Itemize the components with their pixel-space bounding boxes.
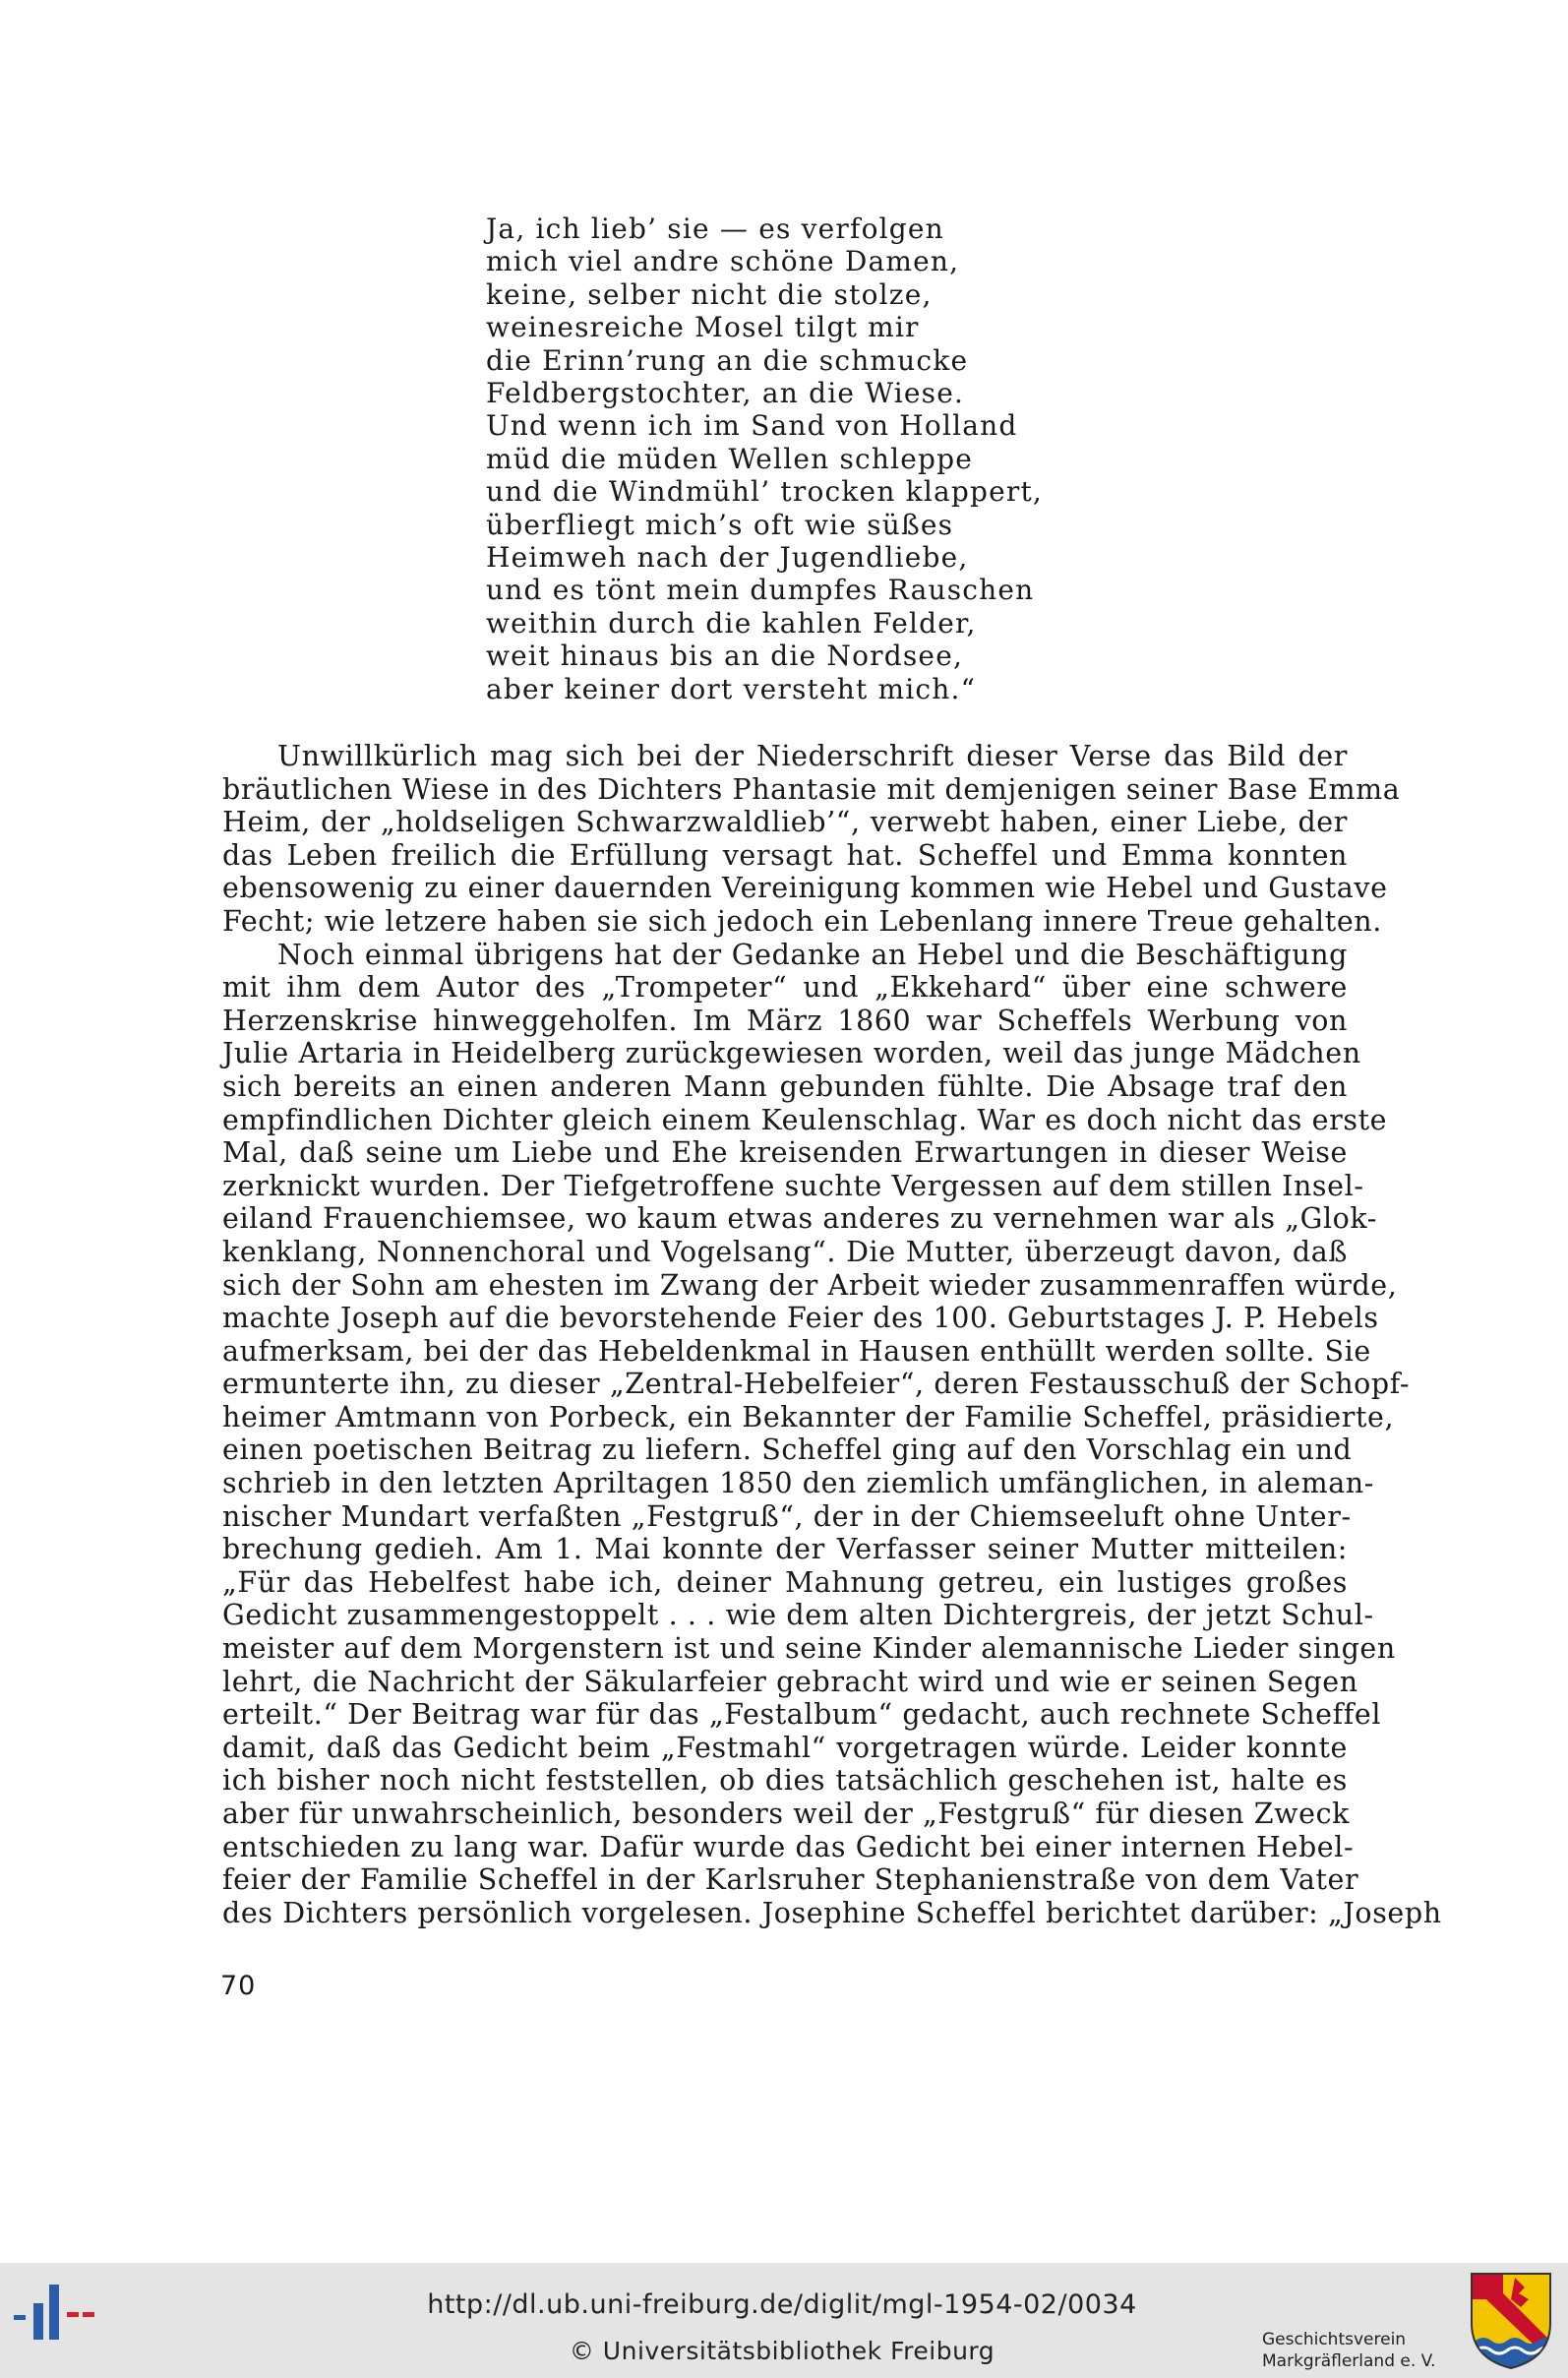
poem-line: keine, selber nicht die stolze,	[486, 277, 933, 311]
text-line: Herzenskrise hinweggeholfen. Im März 1860 war Scheffels Werbung von	[222, 1004, 1348, 1037]
text-line: ich bisher noch nicht feststellen, ob dies tatsächlich geschehen ist, halte es	[222, 1764, 1348, 1798]
text-line: aber für unwahrscheinlich, besonders weil der „Festgruß“ für diesen Zweck	[222, 1798, 1351, 1830]
poem-line: Heimweh nach der Jugendliebe,	[486, 541, 969, 575]
text-line: empfindlichen Dichter gleich einem Keulenschlag. War es doch nicht das erste	[222, 1103, 1388, 1136]
document-url-link[interactable]: http://dl.ub.uni-freiburg.de/diglit/mgl-1954-02/0034	[427, 2289, 1137, 2320]
text-line: Noch einmal übrigens hat der Gedanke an Hebel und die Beschäftigung	[277, 938, 1348, 971]
text-line: Fecht; wie letzere haben sie sich jedoch ein Lebenlang innere Treue gehalten.	[222, 904, 1382, 938]
body-text	[222, 740, 1442, 1929]
university-library-logo-icon	[14, 2283, 102, 2351]
text-line: ebensowenig zu einer dauernden Vereinigung kommen wie Hebel und Gustave	[222, 872, 1388, 905]
text-line: nischer Mundart verfaßten „Festgruß“, der in der Chiemseeluft ohne Unter-	[222, 1499, 1352, 1533]
text-line: Heim, der „holdseligen Schwarzwaldlieb’“, verwebt haben, einer Liebe, der	[222, 806, 1348, 839]
text-line: meister auf dem Morgenstern ist und seine Kinder alemannische Lieder singen	[222, 1632, 1396, 1666]
copyright-text: © Universitätsbibliothek Freiburg	[569, 2337, 995, 2365]
text-line: eiland Frauenchiemsee, wo kaum etwas anderes zu vernehmen war als „Glok-	[222, 1202, 1378, 1236]
text-line: aufmerksam, bei der das Hebeldenkmal in Hausen enthüllt werden sollte. Sie	[222, 1334, 1371, 1368]
poem-line: aber keiner dort versteht mich.“	[486, 672, 977, 705]
text-line: Julie Artaria in Heidelberg zurückgewiesen worden, weil das junge Mädchen	[222, 1037, 1361, 1070]
coat-of-arms-icon	[1470, 2272, 1552, 2370]
text-line: sich bereits an einen anderen Mann gebunden fühlte. Die Absage traf den	[222, 1069, 1348, 1103]
text-line: bräutlichen Wiese in des Dichters Phantasie mit demjenigen seiner Base Emma	[222, 772, 1401, 806]
poem-line: und es tönt mein dumpfes Rauschen	[486, 574, 1035, 607]
text-line: „Für das Hebelfest habe ich, deiner Mahnung getreu, ein lustiges großes	[222, 1565, 1348, 1599]
poem-line: weithin durch die kahlen Felder,	[486, 606, 977, 640]
poem-line: Und wenn ich im Sand von Holland	[486, 409, 1018, 443]
text-line: damit, daß das Gedicht beim „Festmahl“ vorgetragen würde. Leider konnte	[222, 1731, 1348, 1764]
text-line: erteilt.“ Der Beitrag war für das „Festalbum“ gedacht, auch rechnete Scheffel	[222, 1698, 1382, 1732]
text-line: Mal, daß seine um Liebe und Ehe kreisenden Erwartungen in dieser Weise	[222, 1136, 1348, 1170]
poem-line: weinesreiche Mosel tilgt mir	[486, 311, 920, 344]
society-name-line2: Markgräflerland e. V.	[1262, 2351, 1436, 2371]
text-line: entschieden zu lang war. Dafür wurde das Gedicht bei einer internen Hebel-	[222, 1830, 1355, 1863]
poem	[486, 213, 1096, 705]
text-line: brechung gedieh. Am 1. Mai konnte der Verfasser seiner Mutter mitteilen:	[222, 1533, 1348, 1566]
text-line: heimer Amtmann von Porbeck, ein Bekannter der Familie Scheffel, präsidierte,	[222, 1400, 1395, 1433]
text-line: zerknickt wurden. Der Tiefgetroffene suchte Vergessen auf dem stillen Insel-	[222, 1169, 1364, 1202]
poem-line: mich viel andre schöne Damen,	[486, 245, 960, 278]
poem-line: die Erinn’rung an die schmucke	[486, 343, 969, 377]
text-line: feier der Familie Scheffel in der Karlsruher Stephanienstraße von dem Vater	[222, 1863, 1359, 1897]
text-line: kenklang, Nonnenchoral und Vogelsang“. Die Mutter, überzeugt davon, daß	[222, 1235, 1348, 1268]
poem-line: Feldbergstochter, an die Wiese.	[486, 377, 965, 410]
society-name	[1262, 2329, 1436, 2372]
poem-line: müd die müden Wellen schleppe	[486, 442, 974, 475]
text-line: machte Joseph auf die bevorstehende Feier des 100. Geburtstages J. P. Hebels	[222, 1302, 1379, 1335]
text-line: Unwillkürlich mag sich bei der Niederschrift dieser Verse das Bild der	[277, 740, 1348, 772]
text-line: ermunterte ihn, zu dieser „Zentral-Hebelfeier“, deren Festausschuß der Schopf-	[222, 1368, 1411, 1401]
text-line: das Leben freilich die Erfüllung versagt hat. Scheffel und Emma konnten	[222, 838, 1348, 872]
text-line: Gedicht zusammengestoppelt . . . wie dem alten Dichtergreis, der jetzt Schul-	[222, 1599, 1374, 1632]
text-line: lehrt, die Nachricht der Säkularfeier gebracht wird und wie er seinen Segen	[222, 1665, 1358, 1698]
paragraph-2	[222, 938, 1442, 1930]
poem-line: überfliegt mich’s oft wie süßes	[486, 508, 954, 541]
text-line: schrieb in den letzten Apriltagen 1850 den ziemlich umfänglichen, in aleman-	[222, 1467, 1374, 1500]
page-number: 70	[220, 1971, 257, 2001]
text-line: einen poetischen Beitrag zu liefern. Scheffel ging auf den Vorschlag ein und	[222, 1433, 1353, 1467]
poem-line: und die Windmühl’ trocken klappert,	[486, 475, 1044, 509]
poem-line: Ja, ich lieb’ sie — es verfolgen	[486, 213, 944, 245]
poem-line: weit hinaus bis an die Nordsee,	[486, 640, 964, 673]
society-name-line1: Geschichtsverein	[1262, 2330, 1407, 2349]
text-line: sich der Sohn am ehesten im Zwang der Arbeit wieder zusammenraffen würde,	[222, 1268, 1398, 1302]
text-line: mit ihm dem Autor des „Trompeter“ und „Ekkehard“ über eine schwere	[222, 971, 1348, 1005]
paragraph-1	[222, 740, 1401, 939]
text-line: des Dichters persönlich vorgelesen. Josephine Scheffel berichtet darüber: „Joseph	[222, 1896, 1442, 1929]
